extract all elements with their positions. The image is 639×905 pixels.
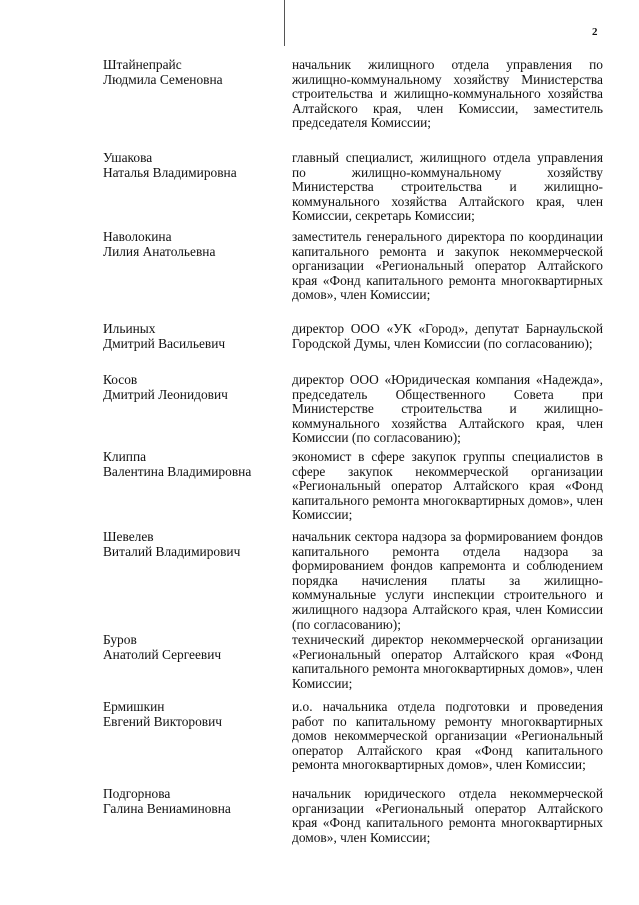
member-role: и.о. начальника отдела подготовки и проведения работ по капитальному ремонту многоквартирных домов некоммерческой организации «Региональный оператор Алтайского края «Фонд капитального ремонта многоквартирных домов», член Комиссии;: [292, 699, 603, 773]
page-number: 2: [592, 26, 598, 38]
member-role: заместитель генерального директора по координации капитального ремонта и закупок некоммерческой организации «Региональный оператор Алтайского края «Фонд капитального ремонта многоквартирных домов», член Комиссии;: [292, 229, 603, 303]
member-surname: Шевелев: [103, 529, 154, 544]
member-name: [103, 322, 283, 351]
member-name: [103, 530, 283, 559]
member-surname: Клиппа: [103, 449, 147, 464]
member-surname: Подгорнова: [103, 786, 171, 801]
scan-artifact-line: [284, 0, 285, 46]
member-given-names: Дмитрий Васильевич: [103, 335, 226, 351]
member-name: [103, 700, 283, 729]
member-role: технический директор некоммерческой организации «Региональный оператор Алтайского края «Фонд капитального ремонта многоквартирных домов», член Комиссии;: [292, 632, 603, 691]
member-role: начальник юридического отдела некоммерческой организации «Региональный оператор Алтайского края «Фонд капитального ремонта многоквартирных домов», член Комиссии;: [292, 786, 603, 845]
member-surname: Ушакова: [103, 150, 153, 165]
member-role: начальник жилищного отдела управления по жилищно-коммунальному хозяйству Министерства строительства и жилищно-коммунального хозяйства Алтайского края, член Комиссии, заместитель председателя Комиссии;: [292, 57, 603, 131]
member-role: экономист в сфере закупок группы специалистов в сфере закупок некоммерческой организации «Региональный оператор Алтайского края «Фонд капитального ремонта многоквартирных домов», член Комиссии;: [292, 449, 603, 523]
member-name: [103, 633, 283, 662]
member-surname: Штайнепрайс: [103, 57, 182, 72]
member-role: начальник сектора надзора за формированием фондов капитального ремонта отдела надзора за формированием фондов капремонта и соблюдением порядка начисления платы за жилищно-коммунальные услуги инспекции строительного и жилищного надзора Алтайского края, член Комиссии (по согласованию);: [292, 529, 603, 632]
member-given-names: Галина Вениаминовна: [103, 800, 231, 816]
member-surname: Наволокина: [103, 229, 172, 244]
member-given-names: Евгений Викторович: [103, 713, 223, 729]
member-name: [103, 450, 283, 479]
member-given-names: Людмила Семеновна: [103, 71, 223, 87]
member-given-names: Виталий Владимирович: [103, 543, 241, 559]
member-name: [103, 373, 283, 402]
member-name: [103, 151, 283, 180]
member-given-names: Наталья Владимировна: [103, 164, 237, 180]
member-name: [103, 787, 283, 816]
member-given-names: Анатолий Сергеевич: [103, 646, 222, 662]
member-role: главный специалист, жилищного отдела управления по жилищно-коммунальному хозяйству Министерства строительства и жилищно-коммунального хозяйства Алтайского края, член Комиссии, секретарь Комиссии;: [292, 150, 603, 224]
member-given-names: Валентина Владимировна: [103, 463, 252, 479]
member-given-names: Лилия Анатольевна: [103, 243, 216, 259]
member-given-names: Дмитрий Леонидович: [103, 386, 228, 402]
member-surname: Буров: [103, 632, 137, 647]
member-role: директор ООО «Юридическая компания «Надежда», председатель Общественного Совета при Министерстве строительства и жилищно-коммунального хозяйства Алтайского края, член Комиссии (по согласованию);: [292, 372, 603, 446]
member-surname: Косов: [103, 372, 138, 387]
member-name: [103, 58, 283, 87]
member-name: [103, 230, 283, 259]
member-surname: Ильиных: [103, 321, 156, 336]
member-surname: Ермишкин: [103, 699, 165, 714]
member-role: директор ООО «УК «Город», депутат Барнаульской Городской Думы, член Комиссии (по согласованию);: [292, 321, 603, 351]
